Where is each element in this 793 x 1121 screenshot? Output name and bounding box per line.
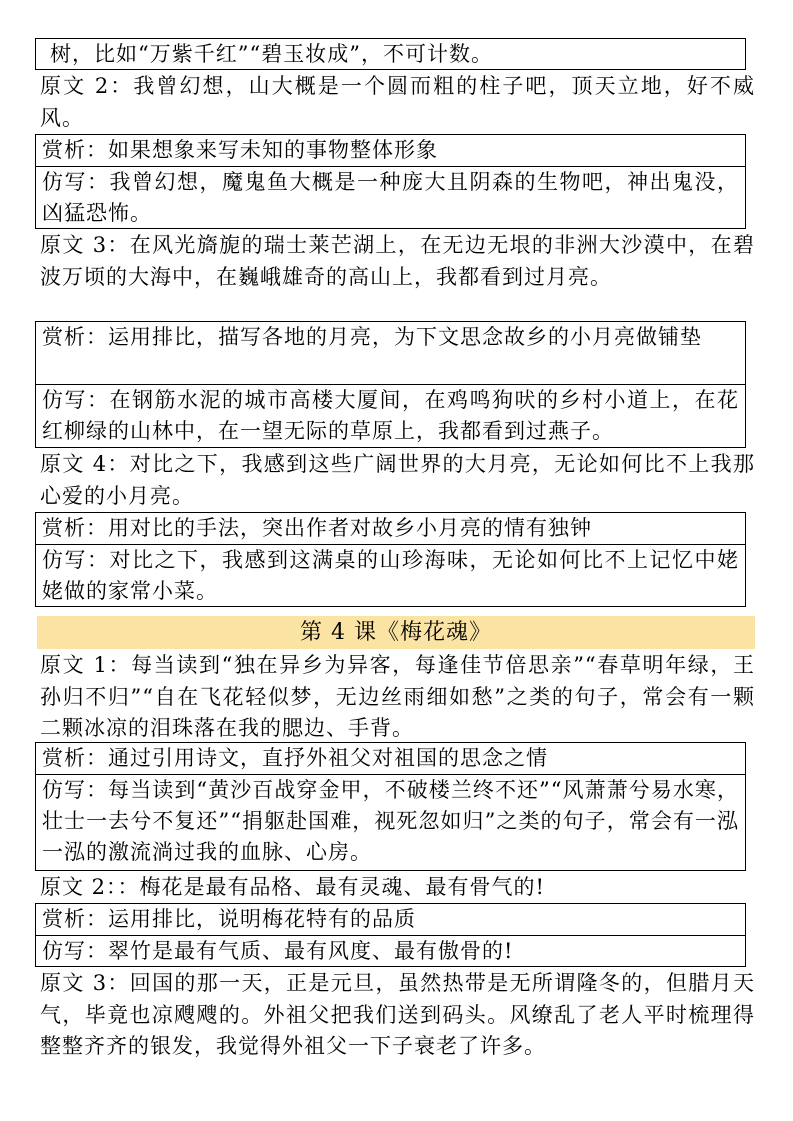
imitation-box-4 [35,544,746,607]
imitation-text: 仿写：对比之下，我感到这满桌的山珍海味，无论如何比不上记忆中姥姥做的家常小菜。 [42,548,739,603]
appreciation-text: 赏析：如果想象来写未知的事物整体形象 [42,138,438,162]
imitation-text: 树，比如“万紫千红”“碧玉妆成”，不可计数。 [50,42,493,66]
lesson4-original-text-1: 原文 1：每当读到“独在异乡为异客，每逢佳节倍思亲”“春草明年绿，王孙归不归”“自在飞花轻似梦，无边丝雨细如愁”之类的句子，常会有一颗二颗冰凉的泪珠落在我的腮边、手背。 [40,653,755,740]
imitation-box-2 [35,166,746,229]
lesson4-imitation-box-2 [35,935,746,967]
appreciation-box-4 [35,512,746,544]
appreciation-text: 赏析：运用排比，说明梅花特有的品质 [42,907,416,931]
lesson4-imitation-box-1 [35,774,746,871]
original-text-4: 原文 4：对比之下，我感到这些广阔世界的大月亮，无论如何比不上我那心爱的小月亮。 [40,452,755,508]
original-text-3: 原文 3：在风光旖旎的瑞士莱芒湖上，在无边无垠的非洲大沙漠中，在碧波万顷的大海中，在巍峨雄奇的高山上，我都看到过月亮。 [40,233,755,289]
imitation-text: 仿写：在钢筋水泥的城市高楼大厦间，在鸡鸣狗吠的乡村小道上，在花红柳绿的山林中，在一望无际的草原上，我都看到过燕子。 [42,388,739,443]
appreciation-text: 赏析：运用排比，描写各地的月亮，为下文思念故乡的小月亮做铺垫 [42,325,702,349]
imitation-text: 仿写：我曾幻想，魔鬼鱼大概是一种庞大且阴森的生物吧，神出鬼没，凶猛恐怖。 [42,170,739,225]
imitation-text: 仿写：翠竹是最有气质、最有风度、最有傲骨的! [42,939,514,963]
lesson4-original-text-2: 原文 2：：梅花是最有品格、最有灵魂、最有骨气的! [40,875,545,899]
appreciation-box-3 [35,321,746,384]
lesson4-appreciation-box-1 [35,742,746,774]
lesson4-original-text-3: 原文 3：回国的那一天，正是元旦，虽然热带是无所谓隆冬的，但腊月天气，毕竟也凉飕飕的。外祖父把我们送到码头。风缭乱了老人平时梳理得整整齐齐的银发，我觉得外祖父一下子衰老了许多。 [40,971,755,1058]
original-text-2: 原文 2：我曾幻想，山大概是一个圆而粗的柱子吧，顶天立地，好不威风。 [40,74,755,130]
imitation-box-3 [35,384,746,448]
imitation-text: 仿写：每当读到“黄沙百战穿金甲，不破楼兰终不还”“风萧萧兮易水寒，壮士一去兮不复还”“捐躯赴国难，视死忽如归”之类的句子，常会有一泓一泓的激流淌过我的血脉、心房。 [42,778,739,864]
lesson-header [37,616,755,649]
appreciation-text: 赏析：用对比的手法，突出作者对故乡小月亮的情有独钟 [42,516,592,540]
lesson-title: 第 4 课《梅花魂》 [300,620,492,645]
imitation-box-1 [35,38,746,70]
lesson4-appreciation-box-2 [35,903,746,935]
appreciation-text: 赏析：通过引用诗文，直抒外祖父对祖国的思念之情 [42,746,548,770]
appreciation-box-2 [35,134,746,166]
